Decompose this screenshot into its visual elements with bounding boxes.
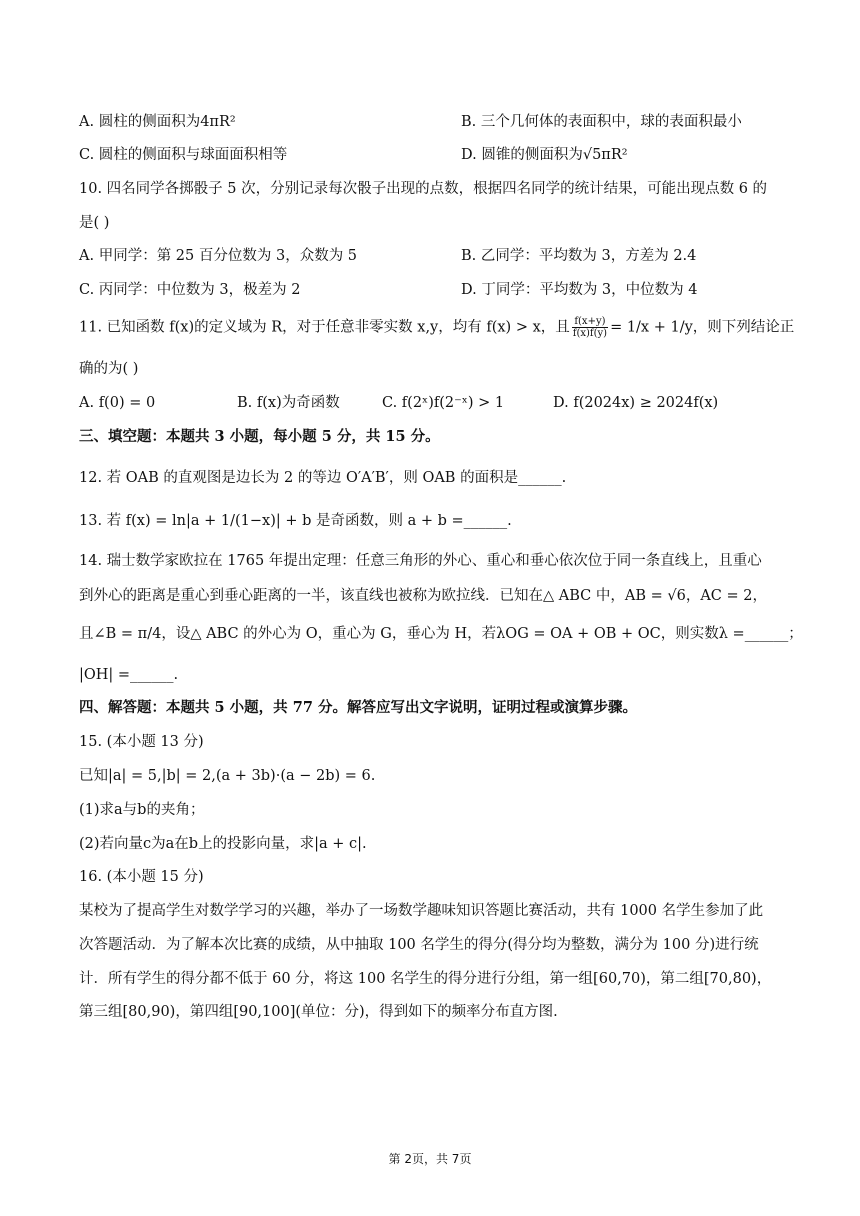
- q11-option-b: B. f(x)为奇函数: [237, 395, 340, 411]
- q14-line4: |OH| =______.: [79, 667, 179, 683]
- section-3-heading: 三、填空题：本题共 3 小题，每小题 5 分，共 15 分。: [79, 428, 440, 445]
- q16-title: 16. (本小题 15 分): [79, 869, 204, 885]
- q16-line1: 某校为了提高学生对数学学习的兴趣，举办了一场数学趣味知识答题比赛活动，共有 1000 名学生参加了此: [79, 903, 764, 919]
- q11-stem-text-b: = 1/x + 1/y，则下列结论正: [610, 319, 795, 336]
- q11-option-c: C. f(2ˣ)f(2⁻ˣ) > 1: [382, 395, 505, 411]
- q11-stem-line2: 确的为( ): [79, 361, 139, 377]
- q9-options-row2: [79, 145, 784, 165]
- q15-line2: (1)求a与b的夹角；: [79, 802, 205, 818]
- q10-stem-line1: 10. 四名同学各掷骰子 5 次，分别记录每次骰子出现的点数，根据四名同学的统计结果，可能出现点数 6 的: [79, 181, 768, 197]
- q11-stem-text-a: 11. 已知函数 f(x)的定义域为 R，对于任意非零实数 x,y，均有 f(x) > x，且: [79, 319, 570, 336]
- q9-option-a: A. 圆柱的侧面积为4πR²: [79, 114, 236, 130]
- q10-option-b: B. 乙同学：平均数为 3，方差为 2.4: [461, 248, 697, 264]
- q9-option-b: B. 三个几何体的表面积中，球的表面积最小: [461, 114, 742, 130]
- q14-line3: 且∠B = π/4，设△ ABC 的外心为 O，重心为 G，垂心为 H，若λOG = OA + OB + OC，则实数λ =______；: [79, 626, 803, 642]
- q13-text: 13. 若 f(x) = ln|a + 1/(1−x)| + b 是奇函数，则 a + b =______.: [79, 513, 512, 529]
- q9-options-row1: [79, 112, 784, 132]
- q11-option-d: D. f(2024x) ≥ 2024f(x): [553, 395, 719, 411]
- q15-line3: (2)若向量c为a在b上的投影向量，求|a + c|.: [79, 836, 367, 852]
- q10-option-d: D. 丁同学：平均数为 3，中位数为 4: [461, 282, 698, 298]
- q11-options-row: [79, 393, 784, 413]
- q10-stem-line2: 是( ): [79, 215, 110, 231]
- q16-line4: 第三组[80,90)，第四组[90,100](单位：分)，得到如下的频率分布直方图.: [79, 1004, 558, 1020]
- q9-option-c: C. 圆柱的侧面积与球面面积相等: [79, 147, 288, 163]
- q11-frac-num: f(x+y): [572, 316, 608, 328]
- q10-option-c: C. 丙同学：中位数为 3，极差为 2: [79, 282, 301, 298]
- q11-option-a: A. f(0) = 0: [79, 395, 156, 411]
- q10-option-a: A. 甲同学：第 25 百分位数为 3，众数为 5: [79, 248, 358, 264]
- q14-line1: 14. 瑞士数学家欧拉在 1765 年提出定理：任意三角形的外心、重心和垂心依次位于同一条直线上，且重心: [79, 553, 762, 569]
- q16-line2: 次答题活动．为了解本次比赛的成绩，从中抽取 100 名学生的得分(得分均为整数，满分为 100 分)进行统: [79, 937, 759, 953]
- q15-title: 15. (本小题 13 分): [79, 734, 204, 750]
- q10-options-row2: [79, 280, 784, 300]
- q9-option-d: D. 圆锥的侧面积为√5πR²: [461, 147, 628, 163]
- page-footer: 第 2页，共 7页: [388, 1152, 472, 1166]
- q11-frac-den: f(x)f(y): [572, 328, 608, 339]
- q10-options-row1: [79, 246, 784, 266]
- section-4-heading: 四、解答题：本题共 5 小题，共 77 分。解答应写出文字说明，证明过程或演算步骤。: [79, 699, 637, 716]
- q15-line1: 已知|a| = 5,|b| = 2,(a + 3b)·(a − 2b) = 6.: [79, 768, 376, 784]
- q14-line2: 到外心的距离是重心到垂心距离的一半，该直线也被称为欧拉线．已知在△ ABC 中，AB = √6，AC = 2，: [79, 588, 767, 604]
- q12-text: 12. 若 OAB 的直观图是边长为 2 的等边 O′A′B′，则 OAB 的面积是______.: [79, 470, 567, 486]
- q11-stem-line1: [79, 316, 795, 339]
- q16-line3: 计．所有学生的得分都不低于 60 分，将这 100 名学生的得分进行分组，第一组[60,70)，第二组[70,80)，: [79, 971, 772, 987]
- q11-fraction: [572, 316, 608, 339]
